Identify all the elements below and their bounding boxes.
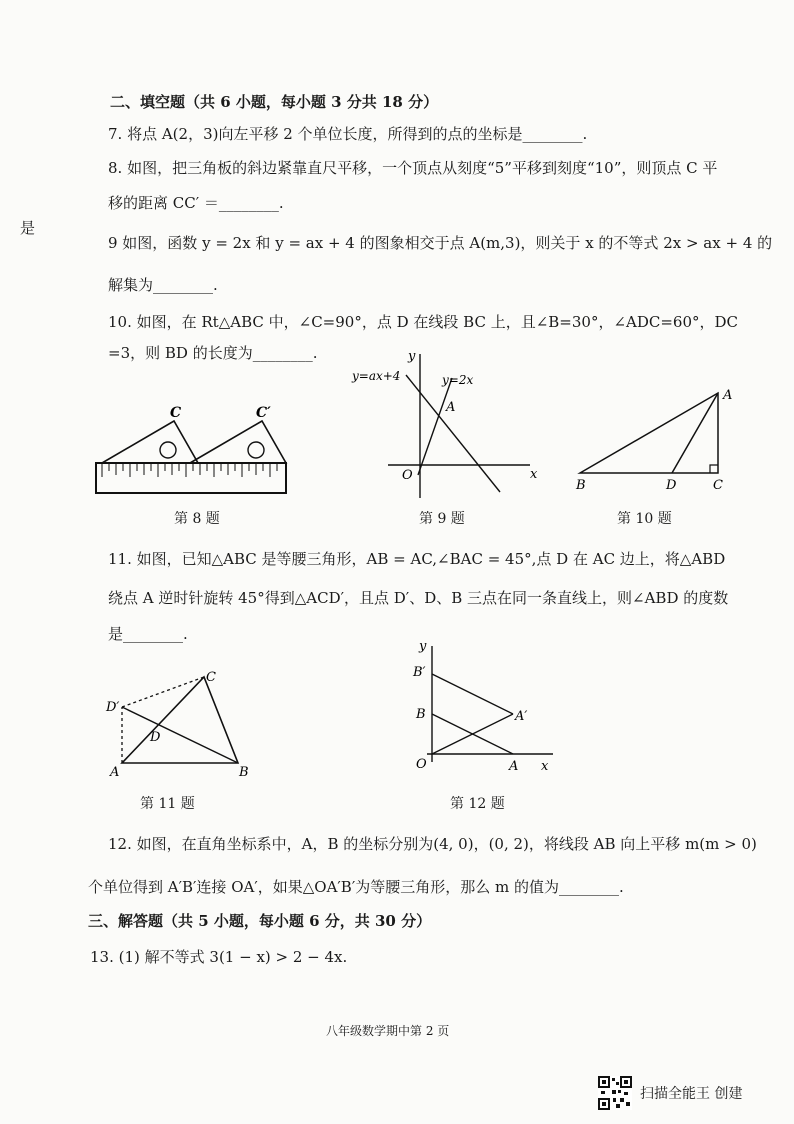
figure-8-caption: 第 8 题: [174, 511, 220, 527]
figure-9: [350, 350, 550, 505]
figure-9-caption: 第 9 题: [419, 511, 465, 527]
label-c-prime: C′: [256, 405, 271, 421]
section-2-title: 二、填空题（共 6 小题，每小题 3 分共 18 分）: [110, 93, 439, 111]
question-9-line2: 解集为________.: [108, 276, 218, 294]
segment-bd-prime: [122, 707, 238, 763]
label-a-prime: A′: [515, 709, 528, 724]
question-10-line2: =3，则 BD 的长度为________.: [108, 344, 318, 362]
triangle-right: [190, 421, 286, 463]
figure-12: [405, 640, 565, 780]
margin-text: 是: [20, 219, 36, 237]
question-11-line2: 绕点 A 逆时针旋转 45°得到△ACD′，且点 D′、D、B 三点在同一条直线上，则∠ABD 的度数: [108, 589, 729, 607]
segment-ad: [672, 393, 718, 473]
label-x-axis: x: [530, 467, 538, 482]
figure-10: [570, 385, 740, 495]
figure-10-caption: 第 10 题: [617, 511, 672, 527]
question-10-line1: 10. 如图，在 Rt△ABC 中，∠C=90°，点 D 在线段 BC 上，且∠B=30°，∠ADC=60°，DC: [108, 313, 739, 331]
triangle-abc: [122, 677, 238, 763]
label-d: D: [150, 730, 161, 745]
triangle-right-hole: [248, 442, 264, 458]
label-origin: O: [402, 468, 413, 483]
figure-12-caption: 第 12 题: [450, 796, 505, 812]
question-13: 13. (1) 解不等式 3(1 − x) > 2 − 4x.: [90, 948, 348, 966]
page-footer: 八年级数学期中第 2 页: [326, 1024, 450, 1038]
label-a: A: [509, 759, 519, 774]
label-a: A: [110, 765, 120, 780]
right-angle-mark: [710, 465, 718, 473]
label-b: B: [416, 707, 426, 722]
label-d-prime: D′: [106, 700, 120, 715]
label-a: A: [723, 388, 733, 403]
question-12-line2: 个单位得到 A′B′连接 OA′，如果△OA′B′为等腰三角形，那么 m 的值为________.: [88, 878, 624, 896]
label-b-prime: B′: [413, 665, 426, 680]
scanner-watermark: 扫描全能王 创建: [640, 1086, 743, 1102]
figure-8: [90, 405, 300, 495]
figure-11: [100, 665, 260, 780]
question-8-line1: 8. 如图，把三角板的斜边紧靠直尺平移，一个顶点从刻度“5”平移到刻度“10”，则顶点 C 平: [108, 159, 718, 177]
label-c: C: [206, 670, 216, 685]
figure-11-caption: 第 11 题: [140, 796, 195, 812]
triangle-abc: [580, 393, 718, 473]
label-line-ax4: y=ax+4: [352, 369, 401, 383]
question-7: 7. 将点 A(2，3)向左平移 2 个单位长度，所得到的点的坐标是________.: [108, 125, 588, 143]
label-c: C: [170, 405, 182, 421]
ruler-ticks: [102, 463, 277, 477]
label-line-2x: y=2x: [442, 373, 474, 387]
section-3-title: 三、解答题（共 5 小题，每小题 6 分，共 30 分）: [88, 912, 432, 930]
triangle-left: [102, 421, 198, 463]
question-11-line3: 是________.: [108, 625, 188, 643]
label-y: y: [419, 639, 427, 654]
qr-code: [598, 1076, 632, 1110]
label-x: x: [541, 759, 549, 774]
label-y-axis: y: [408, 349, 416, 364]
label-o: O: [416, 757, 427, 772]
label-c: C: [713, 478, 723, 493]
label-a: A: [446, 400, 456, 415]
segment-a2b2: [432, 674, 513, 714]
ruler: [96, 463, 286, 493]
label-b: B: [239, 765, 249, 780]
question-12-line1: 12. 如图，在直角坐标系中，A，B 的坐标分别为(4, 0)，(0, 2)，将线段 AB 向上平移 m(m > 0): [108, 835, 757, 853]
question-8-line2: 移的距离 CC′ ＝________.: [108, 194, 284, 212]
segment-cd-prime: [122, 677, 204, 707]
label-d: D: [666, 478, 677, 493]
question-9-line1: 9 如图，函数 y = 2x 和 y = ax + 4 的图象相交于点 A(m,3)，则关于 x 的不等式 2x > ax + 4 的: [108, 234, 773, 252]
label-b: B: [576, 478, 586, 493]
triangle-left-hole: [160, 442, 176, 458]
question-11-line1: 11. 如图，已知△ABC 是等腰三角形，AB = AC,∠BAC = 45°,点 D 在 AC 边上，将△ABD: [108, 550, 726, 568]
